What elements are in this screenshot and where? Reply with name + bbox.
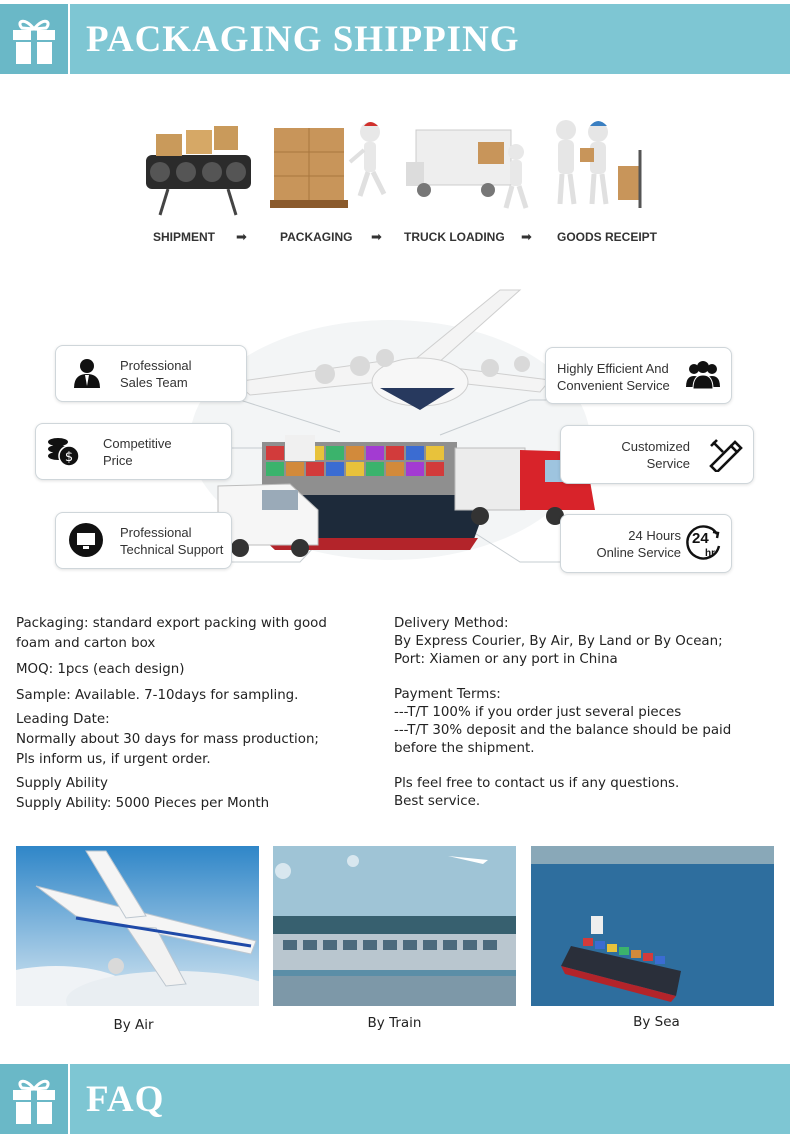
card-line-2: Price bbox=[103, 453, 133, 468]
payment-terms-text-1: ---T/T 100% if you order just several pieces bbox=[394, 705, 682, 720]
delivery-method-text-1: By Express Courier, By Air, By Land or By Ocean; bbox=[394, 634, 723, 649]
step-goods-receipt: GOODS RECEIPT bbox=[557, 230, 658, 244]
card-line-1: Professional bbox=[120, 358, 192, 373]
supply-ability-label: Supply Ability bbox=[16, 776, 108, 791]
arrow-icon: ➡ bbox=[371, 229, 382, 244]
card-line-1: 24 Hours bbox=[628, 528, 681, 543]
card-online-service bbox=[560, 514, 732, 573]
shipping-process bbox=[128, 100, 658, 250]
delivery-method-text-2: Port: Xiamen or any port in China bbox=[394, 652, 618, 667]
caption-by-air: By Air bbox=[113, 1017, 154, 1033]
leading-date-label: Leading Date bbox=[16, 712, 106, 727]
contact-text-2: Best service. bbox=[394, 794, 481, 809]
payment-terms-text-3: before the shipment. bbox=[394, 741, 535, 756]
card-line-1: Professional bbox=[120, 525, 192, 540]
card-line-2: Service bbox=[646, 456, 690, 471]
conveyor-illustration bbox=[146, 126, 251, 215]
step-shipment: SHIPMENT bbox=[153, 230, 216, 244]
card-competitive-price bbox=[35, 423, 232, 480]
delivery-method-label: Delivery Method: bbox=[394, 616, 509, 631]
info-left-column bbox=[16, 615, 366, 813]
goods-receipt-illustration bbox=[556, 120, 640, 208]
leading-date-text-2: Pls inform us, if urgent order. bbox=[16, 752, 211, 767]
payment-terms-label: Payment Terms: bbox=[394, 687, 501, 702]
info-right-column bbox=[394, 615, 774, 811]
contact-text-1: Pls feel free to contact us if any questions. bbox=[394, 776, 680, 791]
clock-sublabel: hr bbox=[705, 548, 715, 559]
clock-24h-icon bbox=[685, 524, 723, 562]
monitor-icon bbox=[68, 522, 104, 562]
air-transport-photo bbox=[16, 846, 259, 1006]
card-customized-service bbox=[560, 425, 754, 484]
truck-loading-illustration bbox=[406, 130, 526, 208]
packaging-text: : standard export packing with good bbox=[83, 616, 327, 631]
card-sales-team bbox=[55, 345, 247, 402]
packaging-illustration bbox=[270, 122, 384, 208]
arrow-icon: ➡ bbox=[521, 229, 532, 244]
packaging-text-2: foam and carton box bbox=[16, 636, 156, 651]
packaging-label: Packaging bbox=[16, 616, 84, 631]
card-line-2: Online Service bbox=[596, 545, 681, 560]
card-line-1: Customized bbox=[621, 439, 690, 454]
section-banner-packaging bbox=[0, 4, 790, 74]
sea-transport-photo bbox=[531, 846, 774, 1006]
pencil-ruler-icon bbox=[707, 436, 743, 476]
moq-label: MOQ bbox=[16, 662, 49, 677]
card-line-1: Highly Efficient And bbox=[557, 361, 669, 376]
coins-dollar-icon bbox=[46, 434, 80, 472]
caption-by-train: By Train bbox=[367, 1015, 422, 1031]
svg-text:$: $ bbox=[64, 450, 74, 465]
moq-text: : 1pcs (each design) bbox=[48, 662, 185, 677]
sample-label: Sample bbox=[16, 688, 67, 703]
sales-team-icon bbox=[70, 356, 104, 394]
card-efficient-service bbox=[545, 347, 732, 404]
gift-icon bbox=[0, 1064, 70, 1134]
gift-icon bbox=[0, 4, 70, 74]
leading-date-colon: : bbox=[105, 712, 110, 727]
supply-ability-text: Supply Ability: 5000 Pieces per Month bbox=[16, 796, 270, 811]
card-line-2: Convenient Service bbox=[557, 378, 670, 393]
step-truck-loading: TRUCK LOADING bbox=[404, 230, 505, 244]
clock-label: 24 bbox=[692, 530, 709, 547]
step-packaging: PACKAGING bbox=[280, 230, 353, 244]
card-line-2: Sales Team bbox=[120, 375, 188, 390]
services-hero bbox=[0, 270, 790, 600]
arrow-icon: ➡ bbox=[236, 229, 247, 244]
team-group-icon bbox=[684, 359, 722, 395]
process-illustration bbox=[128, 100, 658, 220]
train-transport-photo bbox=[273, 846, 516, 1006]
caption-by-sea: By Sea bbox=[633, 1014, 680, 1030]
card-line-2: Technical Support bbox=[120, 542, 224, 557]
payment-terms-text-2: ---T/T 30% deposit and the balance should be paid bbox=[394, 723, 732, 738]
section-title: FAQ bbox=[86, 1079, 165, 1120]
sample-text: : Available. 7-10days for sampling. bbox=[66, 688, 299, 703]
section-title: PACKAGING SHIPPING bbox=[86, 19, 520, 60]
section-banner-faq bbox=[0, 1064, 790, 1134]
card-technical-support bbox=[55, 512, 232, 569]
leading-date-text-1: Normally about 30 days for mass production; bbox=[16, 732, 319, 747]
card-line-1: Competitive bbox=[103, 436, 172, 451]
